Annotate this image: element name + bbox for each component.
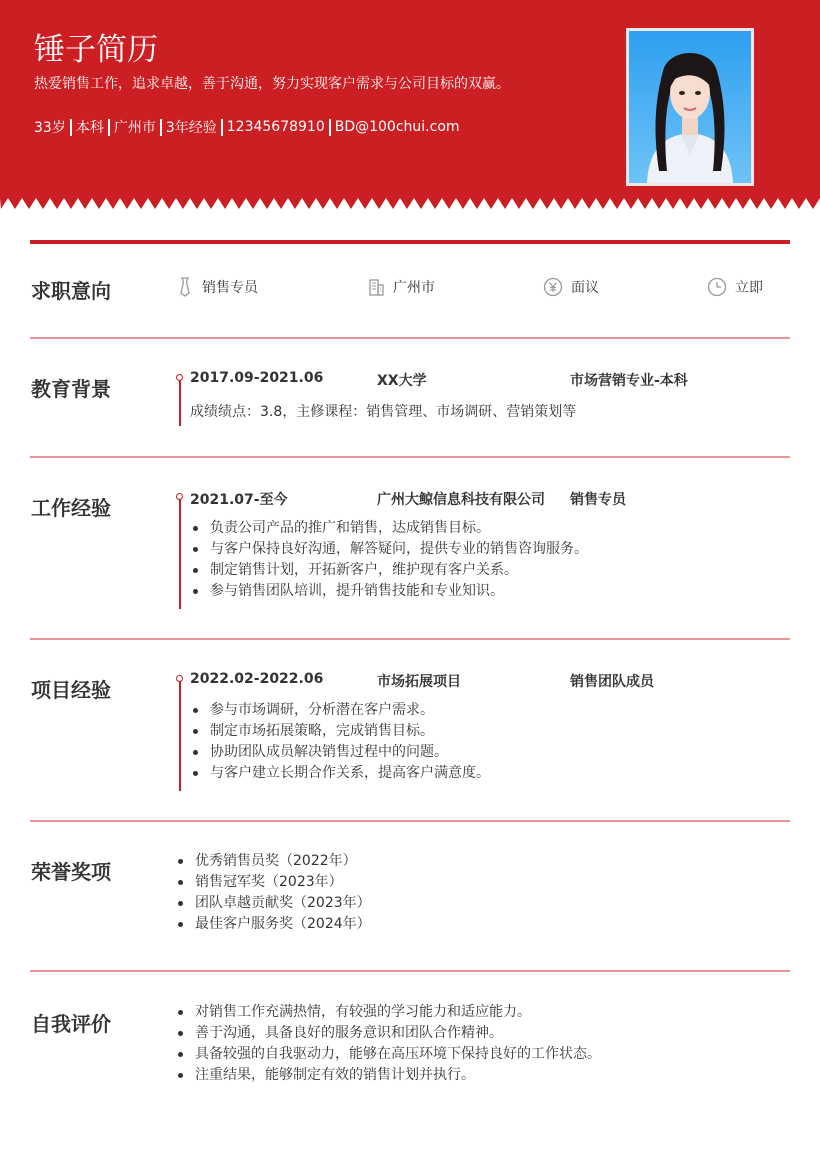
list-item: 制定销售计划，开拓新客户，维护现有客户关系。 <box>190 560 588 581</box>
list-item: 与客户保持良好沟通，解答疑问，提供专业的销售咨询服务。 <box>190 539 588 560</box>
section-divider <box>30 638 790 640</box>
profile-photo <box>626 28 754 186</box>
list-item: 协助团队成员解决销售过程中的问题。 <box>190 742 490 763</box>
info-separator <box>221 119 223 136</box>
list-item: 参与市场调研，分析潜在客户需求。 <box>190 700 490 721</box>
section-divider <box>30 456 790 458</box>
info-experience: 3年经验 <box>165 120 217 136</box>
header-banner <box>0 0 820 210</box>
intent-position <box>176 277 258 297</box>
intent-salary-label: 面议 <box>571 280 599 296</box>
list-item: 负责公司产品的推广和销售，达成销售目标。 <box>190 518 588 539</box>
education-date: 2017.09-2021.06 <box>190 370 324 386</box>
tagline: 热爱销售工作，追求卓越，善于沟通，努力实现客户需求与公司目标的双赢。 <box>34 76 510 92</box>
list-item: 与客户建立长期合作关系，提高客户满意度。 <box>190 763 490 784</box>
info-phone: 12345678910 <box>226 119 325 135</box>
timeline-line <box>179 679 181 791</box>
intent-city <box>367 277 435 297</box>
list-item: 制定市场拓展策略，完成销售目标。 <box>190 721 490 742</box>
education-major: 市场营销专业-本科 <box>570 373 688 389</box>
info-separator <box>108 119 110 136</box>
list-item: 参与销售团队培训，提升销售技能和专业知识。 <box>190 581 588 602</box>
info-separator <box>329 119 331 136</box>
intent-availability-label: 立即 <box>735 280 763 296</box>
section-title-work: 工作经验 <box>31 496 111 520</box>
section-title-intent: 求职意向 <box>31 279 111 303</box>
accent-bar <box>30 240 790 244</box>
work-date: 2021.07-至今 <box>190 492 288 508</box>
project-role: 销售团队成员 <box>570 674 654 690</box>
section-title-education: 教育背景 <box>31 377 111 401</box>
personal-info <box>34 117 460 137</box>
section-title-honors: 荣誉奖项 <box>31 860 111 884</box>
building-icon <box>367 277 385 297</box>
tie-icon <box>176 277 194 297</box>
section-divider <box>30 820 790 822</box>
info-separator <box>160 119 162 136</box>
work-company: 广州大鲸信息科技有限公司 <box>377 492 545 508</box>
list-item: 善于沟通，具备良好的服务意识和团队合作精神。 <box>175 1023 601 1044</box>
education-school: XX大学 <box>377 373 427 389</box>
yen-icon <box>543 277 563 297</box>
clock-icon <box>707 277 727 297</box>
section-divider <box>30 970 790 972</box>
intent-position-label: 销售专员 <box>202 280 258 296</box>
project-name: 市场拓展项目 <box>377 674 461 690</box>
honors-bullets <box>175 851 371 935</box>
list-item: 最佳客户服务奖（2024年） <box>175 914 371 935</box>
timeline-dot <box>176 675 183 682</box>
list-item: 对销售工作充满热情，有较强的学习能力和适应能力。 <box>175 1002 601 1023</box>
work-bullets <box>190 518 588 602</box>
project-bullets <box>190 700 490 784</box>
section-divider <box>30 337 790 339</box>
info-email: BD@100chui.com <box>334 119 460 135</box>
education-detail: 成绩绩点：3.8，主修课程：销售管理、市场调研、营销策划等 <box>190 404 577 420</box>
info-city: 广州市 <box>113 120 156 136</box>
info-degree: 本科 <box>75 120 104 136</box>
project-date: 2022.02-2022.06 <box>190 671 324 687</box>
timeline-line <box>179 378 181 426</box>
work-role: 销售专员 <box>570 492 626 508</box>
resume-name: 锤子简历 <box>34 32 158 68</box>
list-item: 具备较强的自我驱动力，能够在高压环境下保持良好的工作状态。 <box>175 1044 601 1065</box>
info-age: 33岁 <box>34 120 66 136</box>
timeline-dot <box>176 374 183 381</box>
intent-city-label: 广州市 <box>393 280 435 296</box>
info-separator <box>70 119 72 136</box>
intent-availability <box>707 277 763 297</box>
list-item: 团队卓越贡献奖（2023年） <box>175 893 371 914</box>
section-title-project: 项目经验 <box>31 678 111 702</box>
timeline-line <box>179 497 181 609</box>
list-item: 注重结果，能够制定有效的销售计划并执行。 <box>175 1065 601 1086</box>
list-item: 销售冠军奖（2023年） <box>175 872 371 893</box>
self-bullets <box>175 1002 601 1086</box>
list-item: 优秀销售员奖（2022年） <box>175 851 371 872</box>
intent-salary <box>543 277 599 297</box>
timeline-dot <box>176 493 183 500</box>
section-title-self: 自我评价 <box>31 1012 111 1036</box>
